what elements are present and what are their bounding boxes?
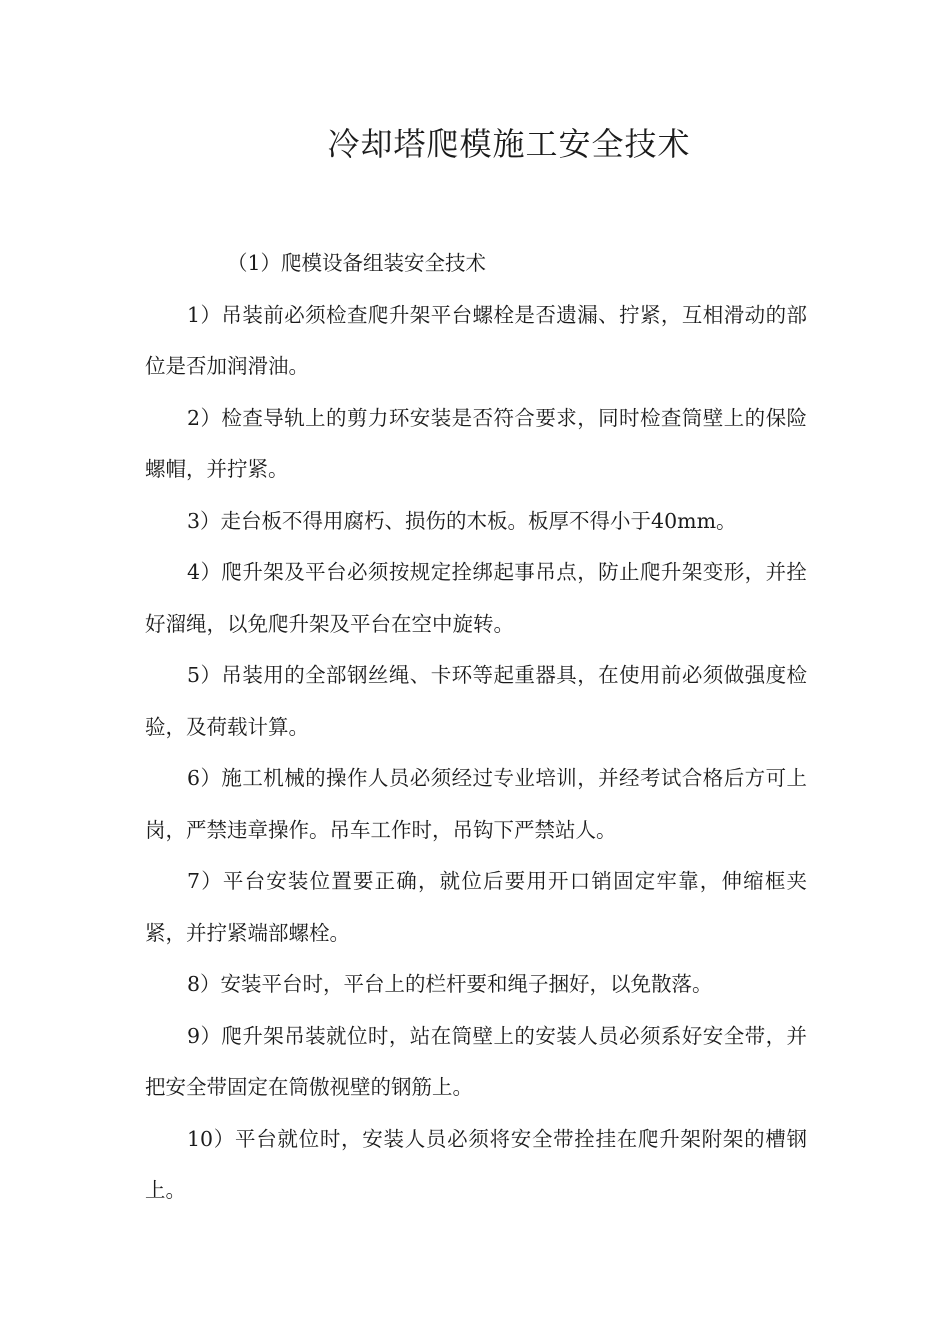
- list-item: 2）检查导轨上的剪力环安装是否符合要求，同时检查筒壁上的保险螺帽，并拧紧。: [145, 405, 807, 481]
- list-item: 9）爬升架吊装就位时，站在筒壁上的安装人员必须系好安全带，并把安全带固定在筒傲视壁的钢筋上。: [145, 1023, 807, 1099]
- section-heading: （1）爬模设备组装安全技术: [227, 251, 487, 275]
- list-item: 8）安装平台时，平台上的栏杆要和绳子捆好，以免散落。: [187, 972, 713, 996]
- document-body: [145, 238, 807, 1217]
- list-item: 1）吊装前必须检查爬升架平台螺栓是否遗漏、拧紧，互相滑动的部位是否加润滑油。: [145, 302, 807, 378]
- list-item: 3）走台板不得用腐朽、损伤的木板。板厚不得小于40mm。: [187, 508, 737, 533]
- list-item: 5）吊装用的全部钢丝绳、卡环等起重器具，在使用前必须做强度检验，及荷载计算。: [145, 663, 807, 739]
- list-item: 4）爬升架及平台必须按规定拴绑起事吊点，防止爬升架变形，并拴好溜绳，以免爬升架及平台在空中旋转。: [145, 560, 807, 636]
- list-item: 6）施工机械的操作人员必须经过专业培训，并经考试合格后方可上岗，严禁违章操作。吊车工作时，吊钩下严禁站人。: [145, 766, 807, 842]
- list-item: 10）平台就位时，安装人员必须将安全带拴挂在爬升架附架的槽钢上。: [145, 1126, 807, 1202]
- list-item: 7）平台安装位置要正确，就位后要用开口销固定牢靠，伸缩框夹紧，并拧紧端部螺栓。: [145, 869, 807, 945]
- page-title: 冷却塔爬模施工安全技术: [327, 125, 691, 163]
